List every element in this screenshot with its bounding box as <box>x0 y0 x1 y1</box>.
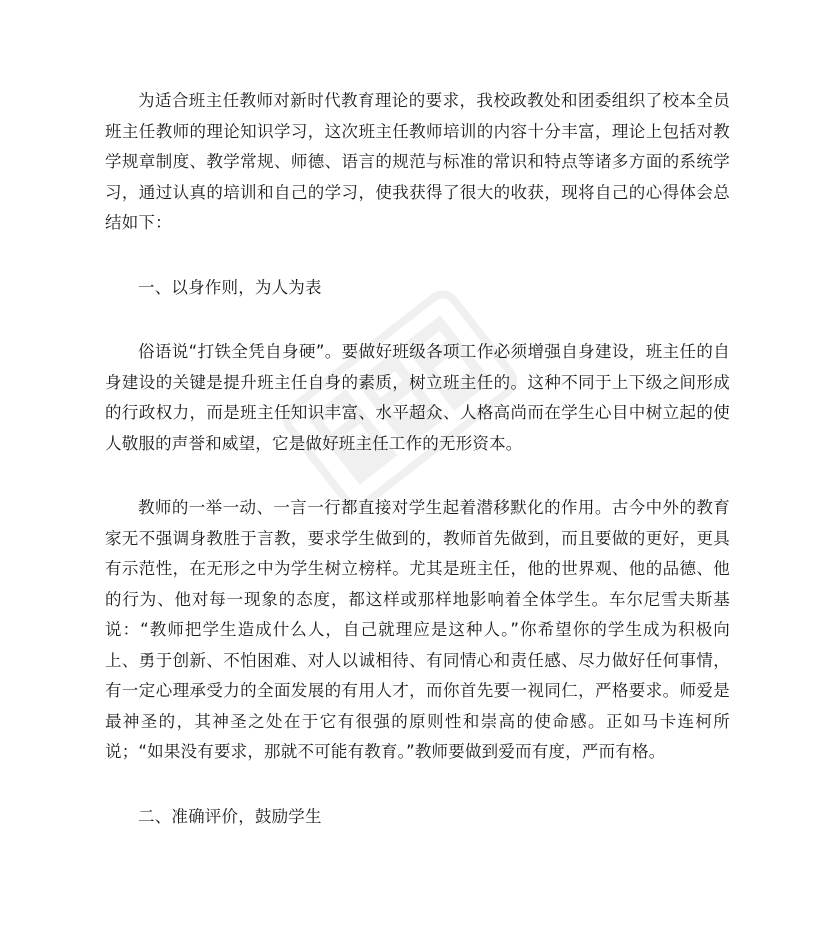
section-heading-2: 二、准确评价，鼓励学生 <box>138 806 322 826</box>
section-heading-1: 一、以身作则，为人为表 <box>138 277 322 297</box>
body-paragraph-1: 俗语说“打铁全凭自身硬”。要做好班级各项工作必须增强自身建设，班主任的自身建设的关键是提升班主任自身的素质，树立班主任的。这种不同于上下级之间形成的行政权力，而是班主任知识丰富、水平超众、人格高尚而在学生心目中树立起的使人敬服的声誉和威望，它是做好班主任工作的无形资本。 <box>105 342 730 453</box>
intro-paragraph: 为适合班主任教师对新时代教育理论的要求，我校政教处和团委组织了校本全员班主任教师的理论知识学习，这次班主任教师培训的内容十分丰富，理论上包括对教学规章制度、教学常规、师德、语言的规范与标准的常识和特点等诸多方面的系统学习，通过认真的培训和自己的学习，使我获得了很大的收获，现将自己的心得体会总结如下： <box>105 91 730 232</box>
paragraph-gap <box>105 239 730 273</box>
body-paragraph-2: 教师的一举一动、一言一行都直接对学生起着潜移默化的作用。古今中外的教育家无不强调身教胜于言教，要求学生做到的，教师首先做到，而且要做的更好，更具有示范性，在无形之中为学生树立榜样。尤其是班主任，他的世界观、他的品德、他的行为、他对每一现象的态度，都这样或那样地影响着全体学生。车尔尼雪夫斯基说：“教师把学生造成什么人，自己就理应是这种人。”你希望你的学生成为积极向上、勇于创新、不怕困难、对人以诚相待、有同情心和责任感、尽力做好任何事情，有一定心理承受力的全面发展的有用人才，而你首先要一视同仁，严格要求。师爱是最神圣的，其神圣之处在于它有很强的原则性和崇高的使命感。正如马卡连柯所说；“如果没有要求，那就不可能有教育。”教师要做到爱而有度，严而有格。 <box>105 498 730 761</box>
paragraph-gap <box>105 459 730 493</box>
paragraph-gap <box>105 768 730 802</box>
document-body <box>105 86 730 832</box>
paragraph-gap <box>105 303 730 337</box>
